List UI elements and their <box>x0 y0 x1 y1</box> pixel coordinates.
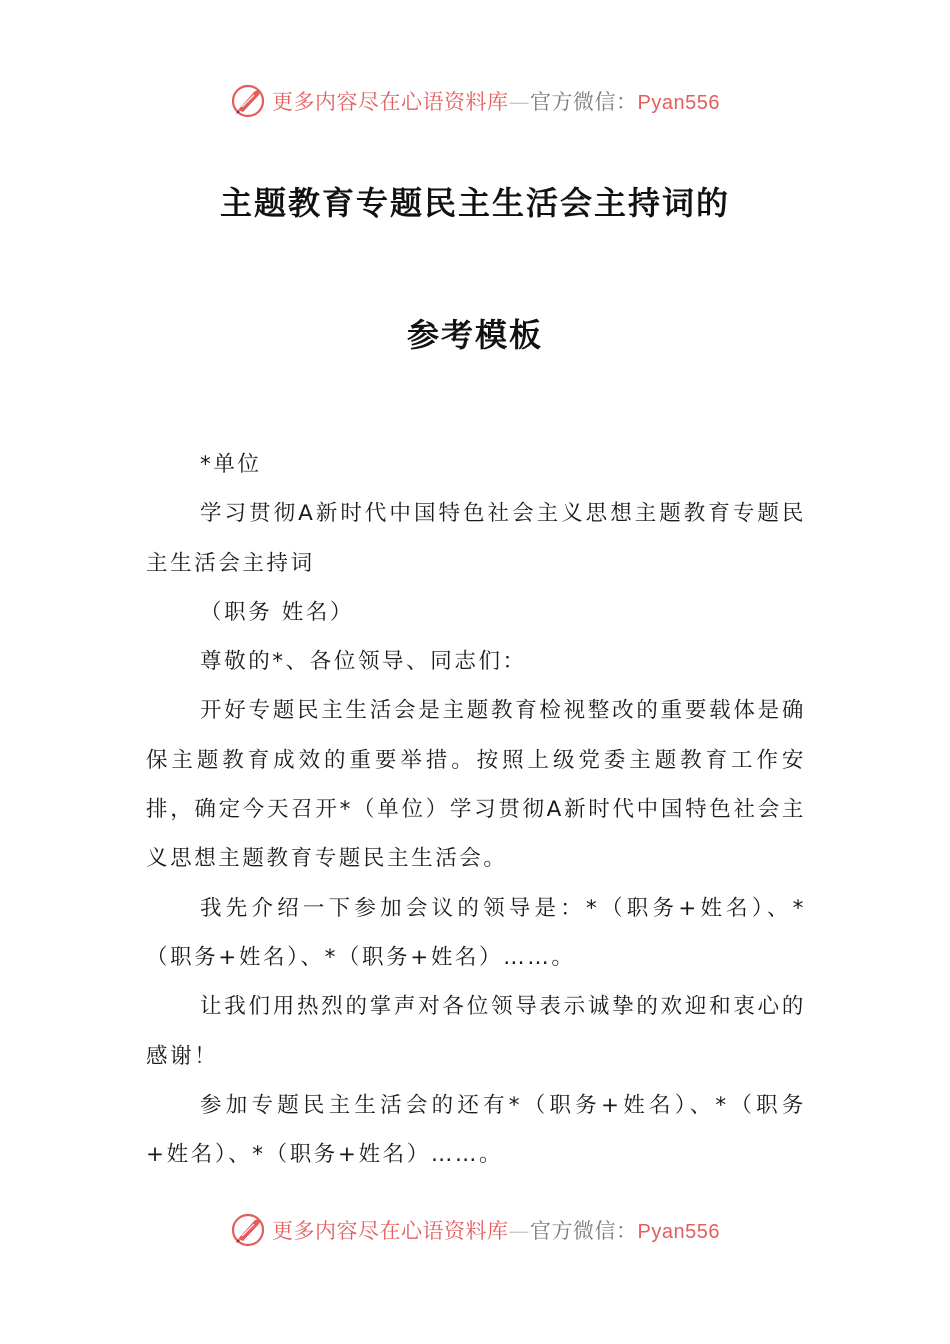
document-body <box>146 440 806 1179</box>
watermark-text <box>272 86 720 116</box>
paragraph-subtitle: 学习贯彻A新时代中国特色社会主义思想主题教育专题民主生活会主持词 <box>146 501 806 576</box>
paragraph-attendees: 参加专题民主生活会的还有*（职务+姓名）、*（职务+姓名）、*（职务+姓名）……。 <box>146 1092 806 1168</box>
quill-pen-logo-icon <box>230 1212 266 1248</box>
paragraph-applause: 让我们用热烈的掌声对各位领导表示诚挚的欢迎和衷心的感谢！ <box>146 994 806 1069</box>
paragraph-leaders-intro: 我先介绍一下参加会议的领导是：*（职务+姓名）、*（职务+姓名）、*（职务+姓名）……。 <box>146 895 806 970</box>
watermark-official-label: 官方微信： <box>530 90 638 114</box>
watermark-wechat-id: Pyan556 <box>637 1221 720 1243</box>
watermark-dash: — <box>508 1219 531 1243</box>
header-watermark-banner <box>0 76 950 126</box>
watermark-brand: 更多内容尽在心语资料库 <box>272 1219 509 1243</box>
watermark-official-label: 官方微信： <box>530 1219 638 1243</box>
quill-pen-logo-icon <box>230 83 266 119</box>
paragraph-opening: 开好专题民主生活会是主题教育检视整改的重要载体是确保主题教育成效的重要举措。按照上级党委主题教育工作安排，确定今天召开*（单位）学习贯彻A新时代中国特色社会主义思想主题教育专题民主生活会。 <box>146 698 806 872</box>
paragraph-presenter: （职务 姓名） <box>200 599 355 625</box>
watermark-text <box>272 1215 720 1245</box>
watermark-brand: 更多内容尽在心语资料库 <box>272 90 509 114</box>
watermark-dash: — <box>508 90 531 114</box>
document-title-line-1: 主题教育专题民主生活会主持词的 <box>219 184 730 222</box>
watermark-wechat-id: Pyan556 <box>637 92 720 114</box>
document-title-line-2: 参考模板 <box>406 316 543 354</box>
paragraph-unit: *单位 <box>200 452 262 477</box>
footer-watermark-banner <box>0 1205 950 1255</box>
paragraph-salutation: 尊敬的*、各位领导、同志们： <box>200 649 527 675</box>
